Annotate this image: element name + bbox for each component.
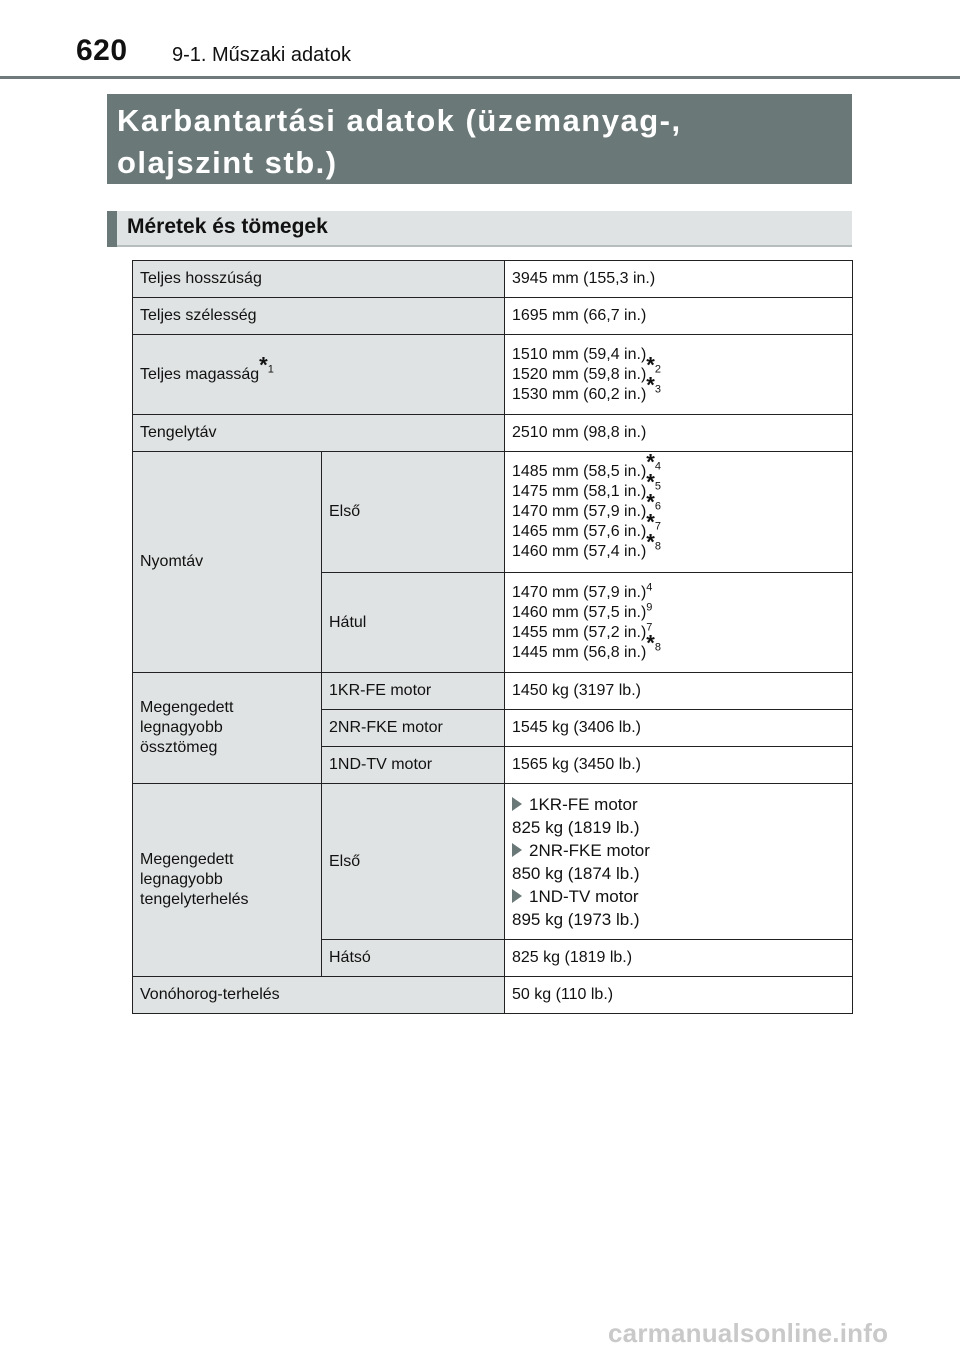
table-row [133,298,853,335]
table-cell-sublabel: 2NR-FKE motor [322,710,505,747]
table-row [133,673,853,710]
value-line: 1520 mm (59,8 in.)*$^2$ [512,352,661,383]
table-cell-value: 2510 mm (98,8 in.) [505,415,853,452]
table-row [133,977,853,1014]
footnote-star: * [646,372,655,398]
footnote-star: * [259,352,268,378]
section-label: 9-1. Műszaki adatok [172,44,351,66]
table-cell-label: Teljes hosszúság [133,261,505,298]
table-cell-value: 3945 mm (155,3 in.) [505,261,853,298]
footnote-star: * [646,352,655,378]
table-cell-value: 1545 kg (3406 lb.) [505,710,853,747]
table-cell-label [133,335,505,415]
footnote-number: 2 [654,363,661,376]
table-cell-value: 50 kg (110 lb.) [505,977,853,1014]
table-cell-label: Megengedett legnagyobb össztömeg [133,673,322,784]
spec-table [132,260,853,1014]
subtitle-underline [117,245,852,247]
value-line: 1455 mm (57,2 in.)$^7$ [512,621,653,641]
table-cell-value: 1565 kg (3450 lb.) [505,747,853,784]
value-line: 1510 mm (59,4 in.) [512,345,647,363]
watermark: carmanualsonline.info [608,1318,889,1348]
footnote-number: 1 [267,363,274,376]
table-row [133,261,853,298]
table-row [133,452,853,573]
footnote-number: 8 [654,641,661,654]
engine-line: 1ND-TV motor [512,885,845,908]
table-cell-value [505,573,853,673]
arrow-right-icon [512,843,522,857]
footnote-number: 9 [646,601,653,614]
page-number: 620 [76,34,128,67]
footnote-number: 3 [654,383,661,396]
header-rule [0,76,960,79]
table-cell-label: Teljes szélesség [133,298,505,335]
height-label: Teljes magasság [140,365,260,383]
table-cell-label: Vonóhorog-terhelés [133,977,505,1014]
table-cell-sublabel: 1KR-FE motor [322,673,505,710]
table-cell-label: Nyomtáv [133,452,322,673]
table-cell-value: 1450 kg (3197 lb.) [505,673,853,710]
value-line: 825 kg (1819 lb.) [512,817,640,837]
value-line: 1445 mm (56,8 in.)*$^8$ [512,630,661,661]
footnote-star: * [646,529,655,555]
table-cell-sublabel: Első [322,452,505,573]
value-line: 895 kg (1973 lb.) [512,909,640,929]
table-cell-sublabel: 1ND-TV motor [322,747,505,784]
value-line: 850 kg (1874 lb.) [512,863,640,883]
table-cell-value: 1695 mm (66,7 in.) [505,298,853,335]
footnote-number: 4 [654,460,661,473]
arrow-right-icon [512,797,522,811]
footnote-number: 7 [654,520,661,533]
engine-line: 1KR-FE motor [512,793,845,816]
table-cell-value [505,335,853,415]
footnote-number: 7 [646,621,653,634]
footnote-number: 8 [654,540,661,553]
arrow-right-icon [512,889,522,903]
value-line: 1530 mm (60,2 in.)*$^3$ [512,372,661,403]
table-row [133,335,853,415]
table-cell-sublabel: Hátul [322,573,505,673]
page-title [107,94,852,184]
table-cell-value: 825 kg (1819 lb.) [505,940,853,977]
table-row [133,784,853,940]
value-line: 1475 mm (58,1 in.)*$^5$ [512,469,661,500]
footnote-number: 6 [654,500,661,513]
footnote-number: 4 [646,581,653,594]
value-line: 1460 mm (57,5 in.)$^9$ [512,601,653,621]
table-cell-value [505,449,853,573]
footnote-star: * [646,630,655,656]
footnote-number: 5 [654,480,661,493]
engine-line: 2NR-FKE motor [512,839,845,862]
table-cell-sublabel: Hátsó [322,940,505,977]
footnote-star: * [646,509,655,535]
page-title-line-2: olajszint stb.) [117,145,338,180]
value-line: 1470 mm (57,9 in.)$^4$ [512,581,653,601]
section-subtitle: Méretek és tömegek [107,211,852,247]
table-cell-sublabel: Első [322,784,505,940]
value-line: 1485 mm (58,5 in.)*$^4$ [512,449,661,480]
table-cell-label: Tengelytáv [133,415,505,452]
value-line: 1460 mm (57,4 in.)*$^8$ [512,529,661,560]
footnote-star: * [646,449,655,475]
table-row [133,415,853,452]
table-cell-value [505,784,853,940]
value-line: 1470 mm (57,9 in.)*$^6$ [512,489,661,520]
table-cell-label: Megengedett legnagyobb tengelyterhelés [133,784,322,977]
page-title-line-1: Karbantartási adatok (üzemanyag-, [117,103,682,138]
value-line: 1465 mm (57,6 in.)*$^7$ [512,509,661,540]
footnote-star: * [646,489,655,515]
footnote-star: * [646,469,655,495]
